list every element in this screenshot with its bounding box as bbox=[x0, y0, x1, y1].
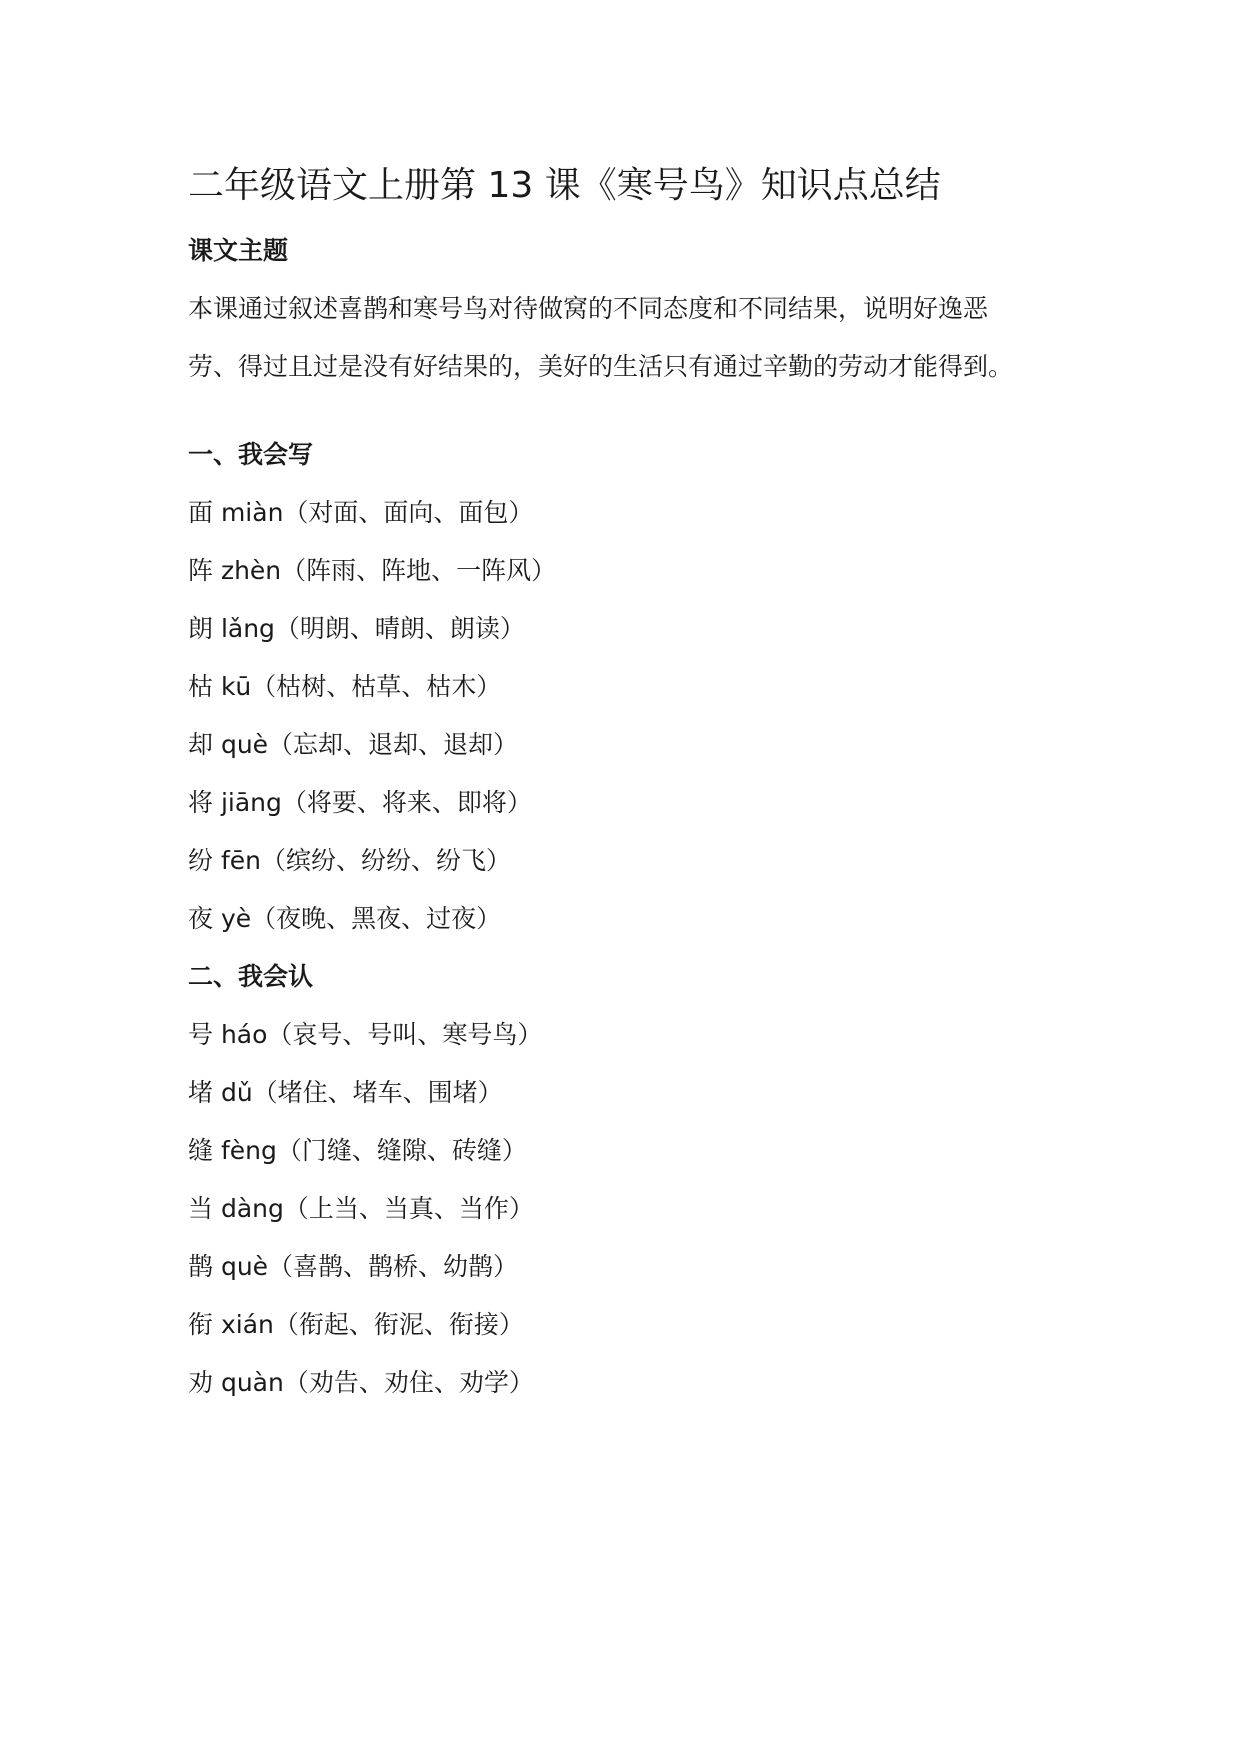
theme-line-1: 本课通过叙述喜鹊和寒号鸟对待做窝的不同态度和不同结果，说明好逸恶 bbox=[188, 294, 989, 323]
page-title: 二年级语文上册第 13 课《寒号鸟》知识点总结 bbox=[188, 165, 941, 206]
theme-heading: 课文主题 bbox=[188, 236, 289, 265]
write-item: 枯 kū（枯树、枯草、枯木） bbox=[188, 672, 502, 701]
recognize-heading: 二、我会认 bbox=[188, 962, 314, 991]
recognize-item: 鹊 què（喜鹊、鹊桥、幼鹊） bbox=[188, 1252, 519, 1281]
recognize-item: 衔 xián（衔起、衔泥、衔接） bbox=[188, 1310, 524, 1339]
write-item: 夜 yè（夜晚、黑夜、过夜） bbox=[188, 904, 502, 933]
recognize-item: 当 dàng（上当、当真、当作） bbox=[188, 1194, 534, 1223]
write-item: 将 jiāng（将要、将来、即将） bbox=[188, 788, 532, 817]
write-item: 却 què（忘却、退却、退却） bbox=[188, 730, 519, 759]
write-item: 朗 lǎng（明朗、晴朗、朗读） bbox=[188, 614, 525, 643]
recognize-item: 号 háo（哀号、号叫、寒号鸟） bbox=[188, 1020, 543, 1049]
write-item: 纷 fēn（缤纷、纷纷、纷飞） bbox=[188, 846, 511, 875]
write-heading: 一、我会写 bbox=[188, 440, 314, 469]
recognize-item: 劝 quàn（劝告、劝住、劝学） bbox=[188, 1368, 534, 1397]
recognize-item: 堵 dǔ（堵住、堵车、围堵） bbox=[188, 1078, 503, 1107]
theme-line-2: 劳、得过且过是没有好结果的，美好的生活只有通过辛勤的劳动才能得到。 bbox=[188, 352, 1014, 381]
recognize-item: 缝 fèng（门缝、缝隙、砖缝） bbox=[188, 1136, 527, 1165]
write-item: 阵 zhèn（阵雨、阵地、一阵风） bbox=[188, 556, 557, 585]
write-item: 面 miàn（对面、面向、面包） bbox=[188, 498, 534, 527]
